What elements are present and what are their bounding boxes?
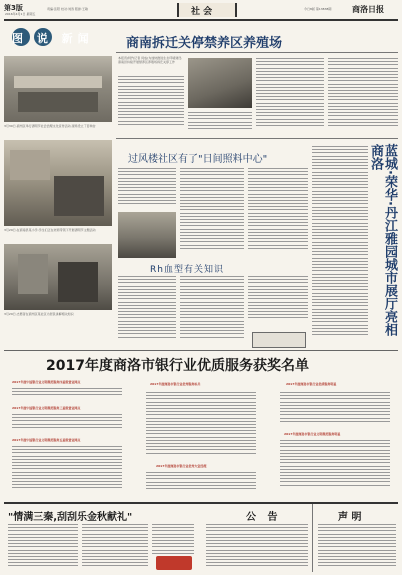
honors-col2-title2: 2017年度商洛市银行业优秀大堂经理 xyxy=(156,464,207,468)
statement-divider xyxy=(312,504,313,572)
lottery-logo xyxy=(156,556,192,570)
main-body-col1 xyxy=(118,76,184,130)
blood-body-col1 xyxy=(118,276,176,346)
side-body-col1 xyxy=(312,146,368,346)
lottery-body-1 xyxy=(8,524,78,570)
honors-banner: 2017年度商洛市银行业优质服务获奖名单 xyxy=(46,358,309,374)
photo-demolition xyxy=(188,58,252,108)
issue-number: 今日8版 第13838期 xyxy=(304,7,332,11)
caption-2: 3月29日,在商南县某小学,学生们正在老师带领下开展清明节主题活动 xyxy=(4,228,96,232)
sub-body-col3 xyxy=(248,168,308,258)
photo-care-center xyxy=(118,212,176,258)
main-body-col2 xyxy=(188,112,252,134)
lottery-body-3 xyxy=(152,524,194,556)
sub-headline: 过风楼社区有了"日间照料中心" xyxy=(128,154,268,165)
honors-col3-title2: 2017年度商洛市银行业文明规范服务明星 xyxy=(284,432,341,436)
sub-body-col1 xyxy=(118,168,176,208)
main-intro: 本报讯(特约记者 何成)为加快推进生态环境建设,商南县持续开展禁养区养殖场拆迁关停工作 xyxy=(118,56,183,64)
notice-body xyxy=(206,524,308,570)
topic-label: 图 说 新闻 xyxy=(12,32,94,45)
main-body-col4 xyxy=(328,58,398,134)
main-headline: 商南拆迁关停禁养区养殖场 xyxy=(126,36,283,51)
honors-top-rule xyxy=(4,350,398,351)
honors-col2-list1 xyxy=(146,392,256,462)
topic-label-block xyxy=(4,24,112,54)
side-headline: 蓝城·荣华·丹江雅园城市展厅亮相商洛 xyxy=(368,144,397,336)
photo-community xyxy=(4,244,112,310)
main-bottom-rule xyxy=(116,138,398,139)
honors-col3-list2 xyxy=(280,440,390,496)
photo-ceremony xyxy=(4,56,112,122)
section-tab xyxy=(177,3,237,17)
sub-body-col2 xyxy=(180,168,244,258)
bottom-top-rule xyxy=(4,502,398,504)
honors-col1-list2 xyxy=(12,414,122,436)
honors-col1-title1: 2017年度中国银行业文明规范服务四星级营业网点 xyxy=(12,380,81,384)
blood-headline: Rh血型有关知识 xyxy=(150,265,224,275)
statement-headline: 声 明 xyxy=(338,512,362,523)
blood-body-col2 xyxy=(180,276,244,346)
blood-body-col3 xyxy=(248,276,308,326)
honors-col1-list3 xyxy=(12,446,122,496)
honors-col1-title3: 2017年度中国银行业文明规范服务五星级营业网点 xyxy=(12,438,81,442)
blood-stamp-logo xyxy=(252,332,306,348)
honors-col3-title1: 2017年度商洛市银行业优质服务明星 xyxy=(286,382,337,386)
lottery-headline: "情满三秦,刮刮乐金秋献礼" xyxy=(8,512,133,523)
honors-col2-title1: 2017年度商洛市银行业优秀服务标兵 xyxy=(150,382,201,386)
main-headline-rule xyxy=(116,52,398,53)
caption-3: 3月29日,志愿者在商州区某社区为居民讲解相关知识 xyxy=(4,312,74,316)
header-rule xyxy=(4,19,398,21)
editor-info: 责编:张阳 校对:刘涛 照排:王敏 xyxy=(47,7,88,11)
date-info: 2016年4月1日 星期五 xyxy=(5,12,36,16)
honors-col3-list1 xyxy=(280,392,390,428)
caption-1: 3月30日,商州区举行清明节社会治理文化宣传活动,现场设立了咨询台 xyxy=(4,124,96,128)
photo-school xyxy=(4,140,112,226)
honors-col1-title2: 2017年度中国银行业文明规范服务三星级营业网点 xyxy=(12,406,81,410)
honors-col2-list2 xyxy=(146,472,256,496)
lottery-body-2 xyxy=(82,524,148,570)
notice-headline: 公 告 xyxy=(246,512,282,523)
page-label: 第3版 xyxy=(4,4,23,12)
paper-logo: 商洛日报 xyxy=(352,4,384,14)
section-title: 社 会 xyxy=(191,7,213,17)
main-body-col3 xyxy=(256,58,324,134)
honors-col1-list1 xyxy=(12,388,122,402)
statement-body xyxy=(318,524,396,570)
